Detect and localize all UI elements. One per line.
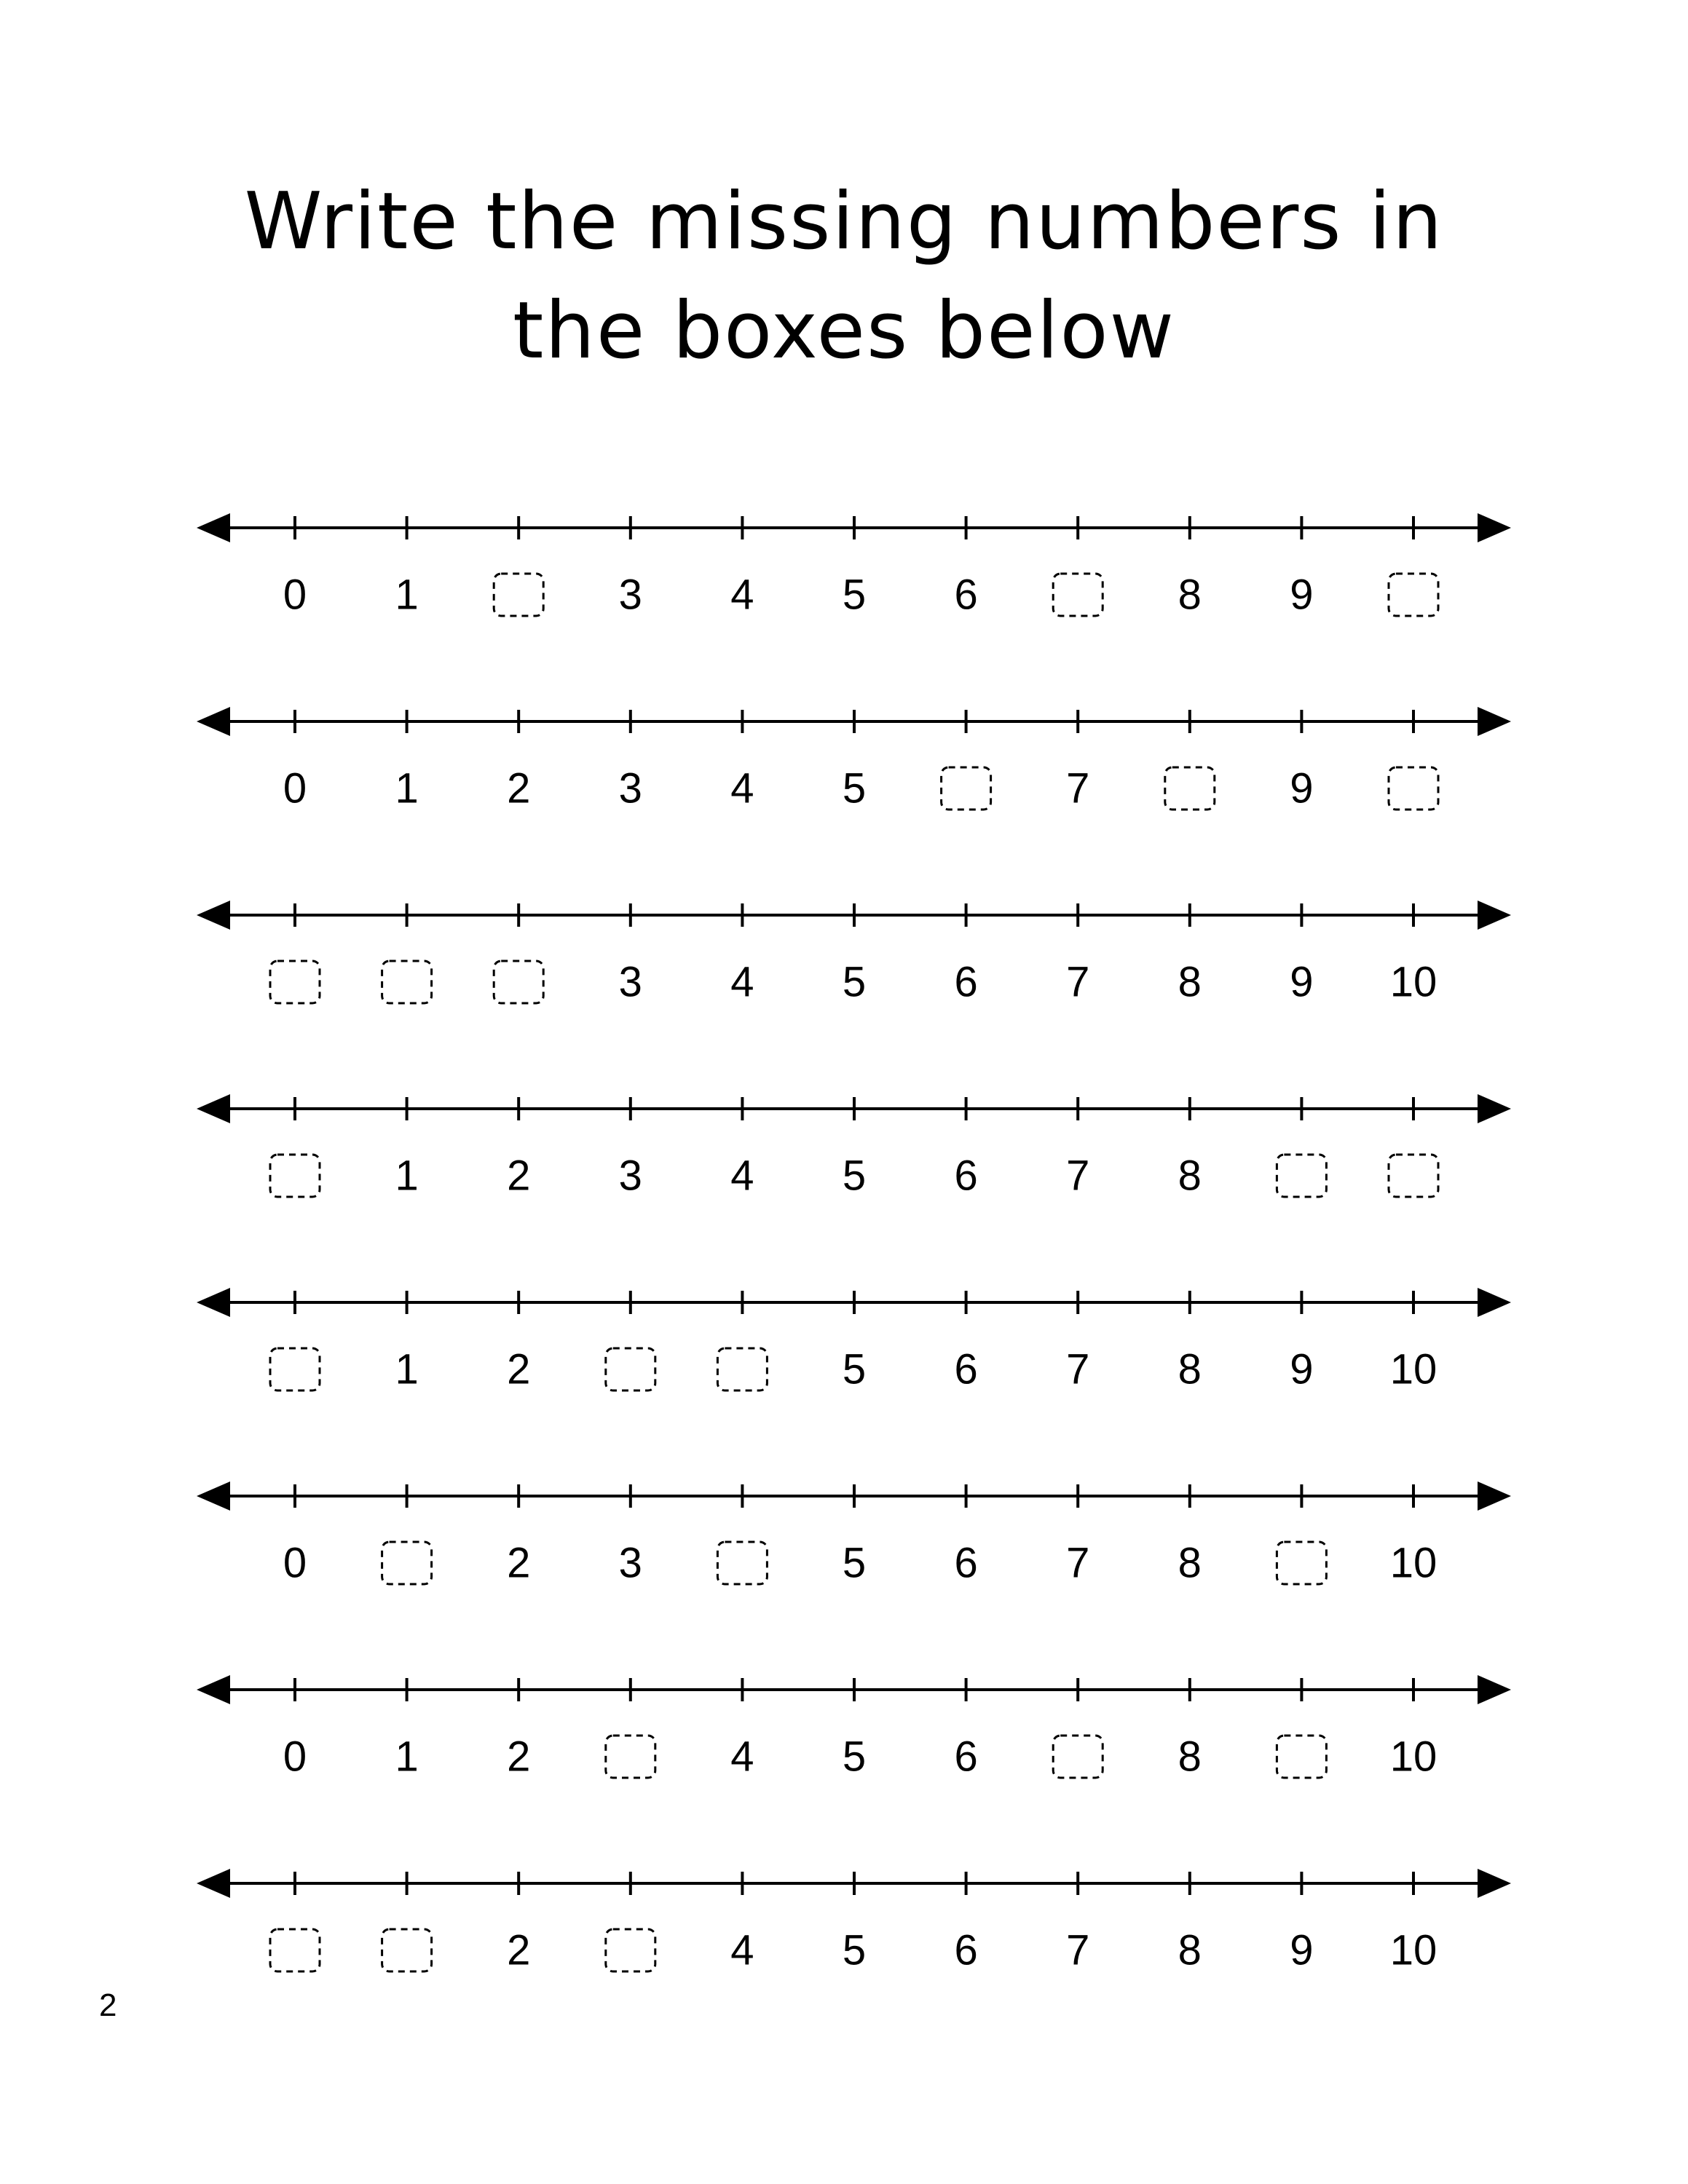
arrow-right-icon (1478, 513, 1511, 542)
number-line-7 (197, 1675, 1511, 1781)
number-label: 2 (507, 1539, 531, 1587)
number-label: 10 (1389, 1539, 1437, 1587)
number-label: 6 (954, 1539, 978, 1587)
number-label: 1 (395, 571, 419, 619)
answer-box[interactable] (1389, 574, 1438, 616)
number-line-1 (197, 513, 1511, 619)
arrow-right-icon (1478, 1288, 1511, 1317)
arrow-right-icon (1478, 1675, 1511, 1704)
number-label: 7 (1066, 764, 1090, 812)
number-label: 10 (1389, 1345, 1437, 1393)
number-label: 5 (842, 764, 867, 812)
arrow-right-icon (1478, 707, 1511, 736)
answer-box[interactable] (606, 1348, 655, 1390)
arrow-left-icon (197, 901, 230, 930)
number-label: 9 (1290, 1926, 1314, 1974)
answer-box[interactable] (1277, 1736, 1326, 1778)
number-label: 8 (1178, 1345, 1202, 1393)
answer-box[interactable] (717, 1348, 767, 1390)
number-label: 5 (842, 1926, 867, 1974)
number-label: 3 (618, 764, 642, 812)
number-label: 9 (1290, 764, 1314, 812)
arrow-right-icon (1478, 1481, 1511, 1511)
number-label: 9 (1290, 1345, 1314, 1393)
number-label: 8 (1178, 1733, 1202, 1781)
number-label: 9 (1290, 958, 1314, 1006)
answer-box[interactable] (382, 961, 432, 1003)
number-label: 10 (1389, 1926, 1437, 1974)
answer-box[interactable] (606, 1929, 655, 1971)
number-label: 3 (618, 958, 642, 1006)
answer-box[interactable] (270, 1929, 320, 1971)
arrow-right-icon (1478, 1094, 1511, 1123)
number-line-2 (197, 707, 1511, 812)
number-line-8 (197, 1869, 1511, 1974)
arrow-left-icon (197, 1675, 230, 1704)
number-label: 4 (730, 1152, 754, 1200)
title-line-1: Write the missing numbers in (244, 176, 1444, 267)
arrow-left-icon (197, 1288, 230, 1317)
arrow-left-icon (197, 1481, 230, 1511)
number-label: 5 (842, 1152, 867, 1200)
answer-box[interactable] (1389, 767, 1438, 810)
number-label: 6 (954, 1926, 978, 1974)
number-label: 5 (842, 958, 867, 1006)
number-line-6 (197, 1481, 1511, 1587)
number-label: 9 (1290, 571, 1314, 619)
number-label: 0 (283, 1539, 307, 1587)
answer-box[interactable] (942, 767, 991, 810)
number-label: 8 (1178, 1152, 1202, 1200)
number-label: 2 (507, 1733, 531, 1781)
answer-box[interactable] (270, 1155, 320, 1197)
answer-box[interactable] (494, 961, 543, 1003)
answer-box[interactable] (1053, 574, 1103, 616)
number-label: 7 (1066, 958, 1090, 1006)
number-label: 8 (1178, 958, 1202, 1006)
number-label: 5 (842, 1345, 867, 1393)
number-label: 4 (730, 1733, 754, 1781)
number-label: 1 (395, 1733, 419, 1781)
number-label: 1 (395, 1345, 419, 1393)
number-label: 3 (618, 1539, 642, 1587)
number-label: 7 (1066, 1345, 1090, 1393)
answer-box[interactable] (494, 574, 543, 616)
answer-box[interactable] (606, 1736, 655, 1778)
number-label: 8 (1178, 1539, 1202, 1587)
answer-box[interactable] (382, 1929, 432, 1971)
arrow-left-icon (197, 1094, 230, 1123)
number-label: 1 (395, 1152, 419, 1200)
number-label: 3 (618, 1152, 642, 1200)
number-line-3 (197, 901, 1511, 1006)
number-line-4 (197, 1094, 1511, 1200)
number-label: 10 (1389, 1733, 1437, 1781)
number-label: 4 (730, 958, 754, 1006)
number-label: 0 (283, 1733, 307, 1781)
number-line-5 (197, 1288, 1511, 1393)
answer-box[interactable] (1165, 767, 1215, 810)
number-label: 0 (283, 571, 307, 619)
number-label: 0 (283, 764, 307, 812)
arrow-left-icon (197, 1869, 230, 1898)
answer-box[interactable] (717, 1542, 767, 1584)
number-label: 3 (618, 571, 642, 619)
answer-box[interactable] (1277, 1542, 1326, 1584)
number-label: 2 (507, 764, 531, 812)
arrow-right-icon (1478, 1869, 1511, 1898)
number-label: 4 (730, 1926, 754, 1974)
number-label: 7 (1066, 1539, 1090, 1587)
number-label: 7 (1066, 1152, 1090, 1200)
number-label: 1 (395, 764, 419, 812)
arrow-right-icon (1478, 901, 1511, 930)
answer-box[interactable] (382, 1542, 432, 1584)
number-label: 4 (730, 571, 754, 619)
number-label: 5 (842, 571, 867, 619)
number-label: 6 (954, 958, 978, 1006)
answer-box[interactable] (270, 1348, 320, 1390)
number-label: 2 (507, 1926, 531, 1974)
number-label: 2 (507, 1345, 531, 1393)
page-number: 2 (99, 1987, 117, 2023)
title-line-2: the boxes below (513, 285, 1175, 376)
number-label: 8 (1178, 571, 1202, 619)
number-label: 6 (954, 1733, 978, 1781)
answer-box[interactable] (1389, 1155, 1438, 1197)
number-label: 6 (954, 1345, 978, 1393)
arrow-left-icon (197, 513, 230, 542)
number-label: 6 (954, 1152, 978, 1200)
number-label: 5 (842, 1539, 867, 1587)
number-label: 6 (954, 571, 978, 619)
number-label: 8 (1178, 1926, 1202, 1974)
number-label: 4 (730, 764, 754, 812)
arrow-left-icon (197, 707, 230, 736)
number-label: 5 (842, 1733, 867, 1781)
number-label: 10 (1389, 958, 1437, 1006)
answer-box[interactable] (1053, 1736, 1103, 1778)
number-label: 7 (1066, 1926, 1090, 1974)
number-label: 2 (507, 1152, 531, 1200)
answer-box[interactable] (1277, 1155, 1326, 1197)
answer-box[interactable] (270, 961, 320, 1003)
